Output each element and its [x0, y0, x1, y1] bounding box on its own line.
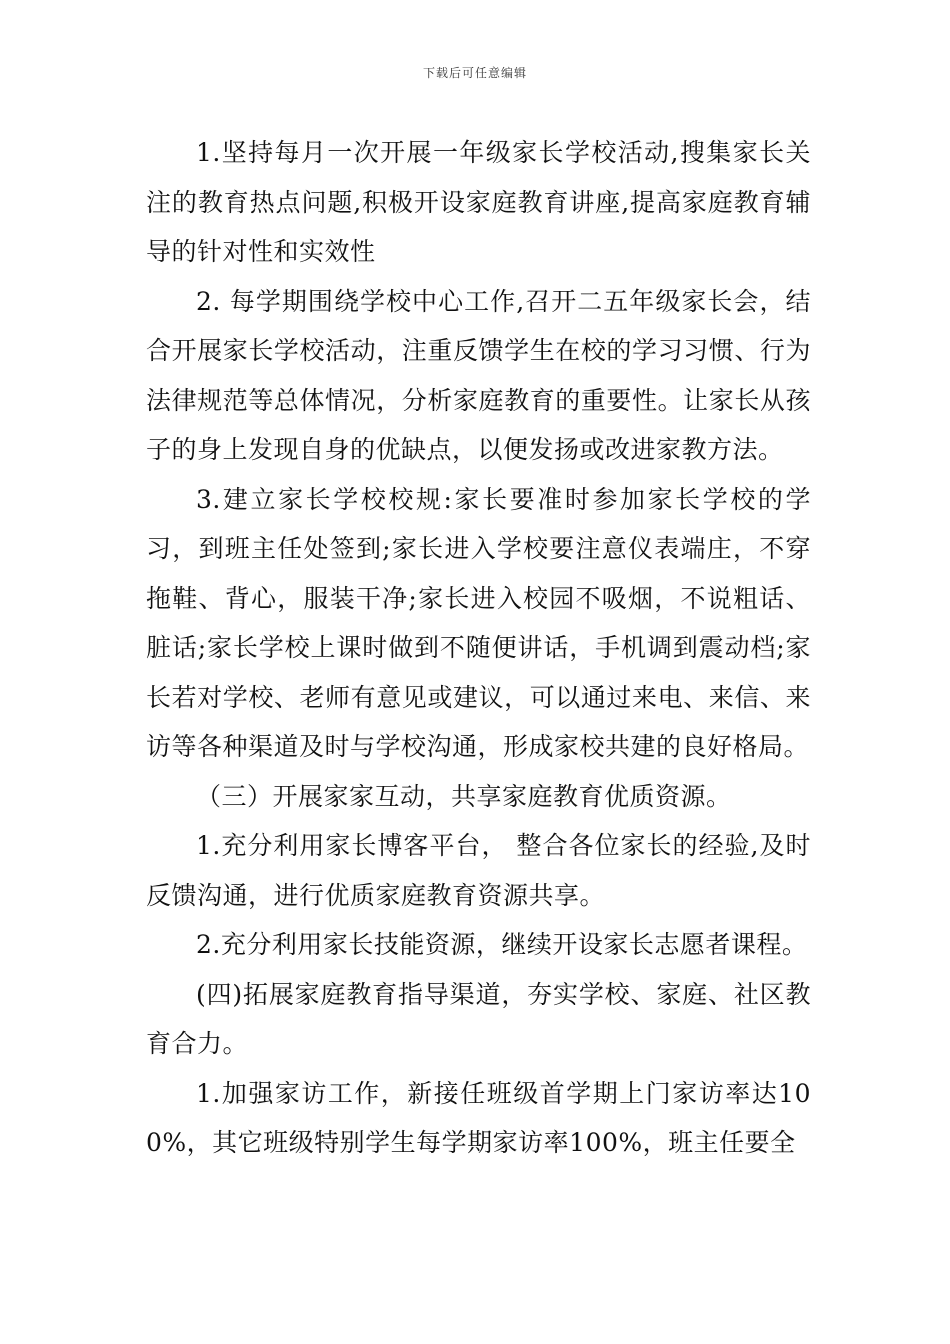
section-heading-4: (四)拓展家庭教育指导渠道，夯实学校、家庭、社区教育合力。 — [146, 979, 811, 1058]
paragraph-5: 2.充分利用家长技能资源，继续开设家长志愿者课程。 — [196, 930, 808, 959]
section-heading-3: （三）开展家家互动，共享家庭教育优质资源。 — [196, 781, 732, 811]
paragraph-4: 1.充分利用家长博客平台， 整合各位家长的经验,及时反馈沟通，进行优质家庭教育资源共享。 — [146, 831, 811, 910]
paragraph-6: 1.加强家访工作，新接任班级首学期上门家访率达100%，其它班级特别学生每学期家访率100%，班主任要全 — [146, 1078, 811, 1157]
paragraph-2: 2. 每学期围绕学校中心工作,召开二五年级家长会，结合开展家长学校活动，注重反馈学生在校的学习习惯、行为法律规范等总体情况，分析家庭教育的重要性。让家长从孩子的身上发现自身的优缺点，以便发扬或改进家教方法。 — [146, 286, 811, 464]
document-body — [146, 128, 811, 1168]
page-header: 下载后可任意编辑 — [422, 66, 527, 80]
paragraph-1: 1.坚持每月一次开展一年级家长学校活动,搜集家长关注的教育热点问题,积极开设家庭教育讲座,提高家庭教育辅导的针对性和实效性 — [146, 138, 811, 266]
paragraph-3: 3.建立家长学校校规:家长要准时参加家长学校的学习，到班主任处签到;家长进入学校要注意仪表端庄，不穿拖鞋、背心，服装干净;家长进入校园不吸烟，不说粗话、脏话;家长学校上课时做到不随便讲话，手机调到震动档;家长若对学校、老师有意见或建议，可以通过来电、来信、来访等各种渠道及时与学校沟通，形成家校共建的良好格局。 — [146, 484, 811, 761]
